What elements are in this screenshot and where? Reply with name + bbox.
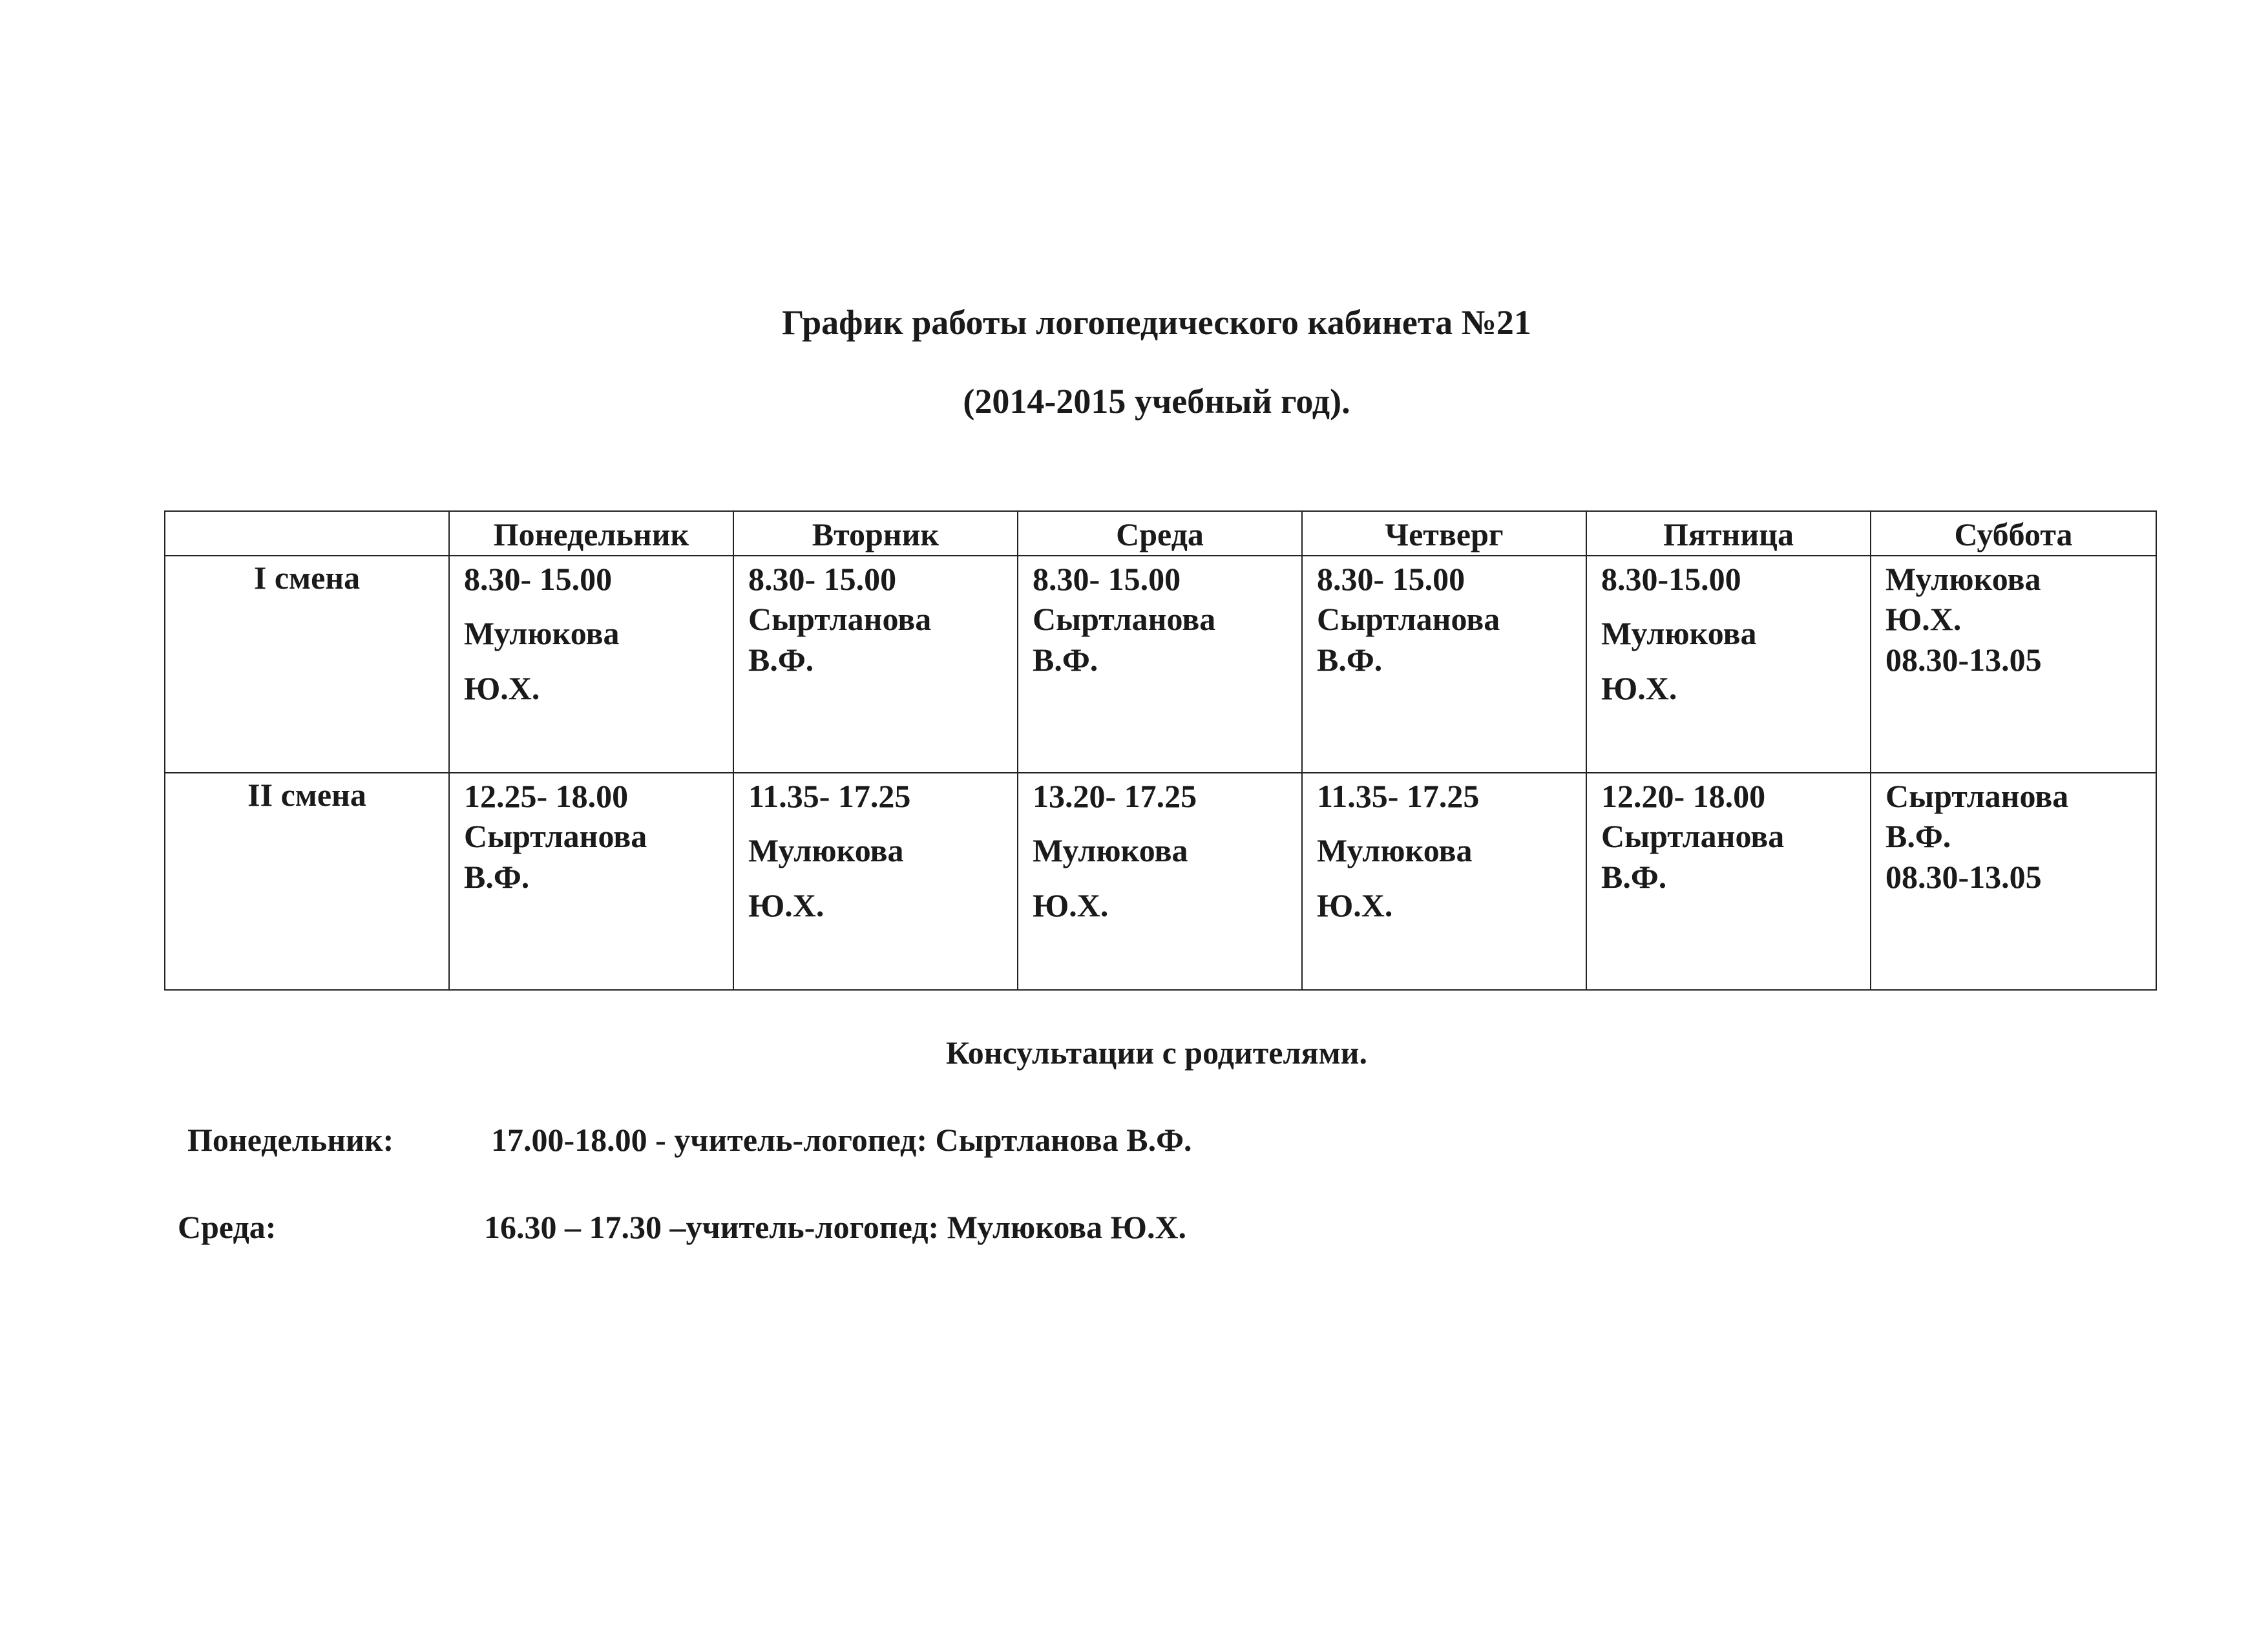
header-cell-corner: [165, 511, 449, 556]
cell-teacher-initials: В.Ф.: [1033, 641, 1098, 678]
cell-teacher-surname: Сыртланова: [1885, 777, 2069, 814]
cell-time: 13.20- 17.25: [1033, 777, 1197, 814]
schedule-cell-wednesday: [1018, 556, 1302, 773]
schedule-cell-wednesday: [1018, 773, 1302, 990]
cell-teacher-initials: Ю.Х.: [1885, 601, 1962, 637]
table-row: [165, 556, 2156, 773]
consultation-day: Среда:: [178, 1209, 277, 1245]
cell-teacher-initials: В.Ф.: [1601, 858, 1667, 895]
cell-time: 08.30-13.05: [1885, 858, 2042, 895]
header-cell-saturday: Суббота: [1871, 511, 2156, 556]
cell-time: 11.35- 17.25: [748, 777, 911, 814]
schedule-cell-friday: [1586, 556, 1871, 773]
schedule-cell-monday: [449, 556, 733, 773]
cell-teacher-surname: Мулюкова: [748, 832, 904, 868]
cell-time: 8.30- 15.00: [1033, 560, 1181, 597]
cell-teacher-surname: Сыртланова: [1601, 818, 1785, 854]
cell-teacher-initials: В.Ф.: [464, 858, 530, 895]
page-title: График работы логопедического кабинета №21: [782, 303, 1531, 342]
shift-label: I смена: [165, 556, 449, 773]
shift-label: II смена: [165, 773, 449, 990]
schedule-cell-tuesday: [733, 773, 1018, 990]
header-cell-monday: Понедельник: [449, 511, 733, 556]
cell-time: 8.30- 15.00: [748, 560, 897, 597]
schedule-cell-thursday: [1302, 556, 1586, 773]
consultation-detail: 17.00-18.00 - учитель-логопед: Сыртланова В.Ф.: [491, 1122, 1192, 1158]
header-cell-friday: Пятница: [1586, 511, 1871, 556]
cell-time: 8.30- 15.00: [1317, 560, 1465, 597]
cell-teacher-surname: Мулюкова: [1885, 560, 2041, 597]
cell-time: 8.30-15.00: [1601, 560, 1741, 597]
cell-time: 08.30-13.05: [1885, 641, 2042, 678]
cell-teacher-initials: В.Ф.: [1885, 818, 1951, 854]
header-cell-wednesday: Среда: [1018, 511, 1302, 556]
schedule-cell-tuesday: [733, 556, 1018, 773]
cell-teacher-surname: Мулюкова: [1601, 615, 1757, 651]
consultations-title: Консультации с родителями.: [946, 1035, 1367, 1071]
cell-time: 12.20- 18.00: [1601, 777, 1766, 814]
cell-teacher-initials: В.Ф.: [748, 641, 814, 678]
cell-teacher-initials: В.Ф.: [1317, 641, 1383, 678]
table-row: [165, 773, 2156, 990]
consultation-detail: 16.30 – 17.30 –учитель-логопед: Мулюкова Ю.Х.: [484, 1209, 1187, 1245]
cell-teacher-initials: Ю.Х.: [1033, 887, 1109, 923]
schedule-cell-saturday: [1871, 773, 2156, 990]
cell-teacher-surname: Мулюкова: [1317, 832, 1473, 868]
schedule-table: [164, 510, 2157, 991]
header-cell-thursday: Четверг: [1302, 511, 1586, 556]
schedule-cell-monday: [449, 773, 733, 990]
cell-teacher-surname: Сыртланова: [1033, 601, 1216, 637]
cell-time: 8.30- 15.00: [464, 560, 613, 597]
cell-time: 11.35- 17.25: [1317, 777, 1480, 814]
cell-teacher-surname: Сыртланова: [464, 818, 647, 854]
header-row: [165, 511, 2156, 556]
cell-teacher-surname: Сыртланова: [748, 601, 932, 637]
schedule-cell-saturday: [1871, 556, 2156, 773]
consultation-day: Понедельник:: [187, 1122, 394, 1158]
cell-time: 12.25- 18.00: [464, 777, 629, 814]
cell-teacher-initials: Ю.Х.: [1601, 669, 1677, 706]
cell-teacher-initials: Ю.Х.: [748, 887, 824, 923]
schedule-cell-friday: [1586, 773, 1871, 990]
cell-teacher-initials: Ю.Х.: [464, 669, 540, 706]
page-subtitle: (2014-2015 учебный год).: [963, 382, 1350, 421]
cell-teacher-surname: Сыртланова: [1317, 601, 1500, 637]
cell-teacher-initials: Ю.Х.: [1317, 887, 1393, 923]
header-cell-tuesday: Вторник: [733, 511, 1018, 556]
schedule-cell-thursday: [1302, 773, 1586, 990]
cell-teacher-surname: Мулюкова: [1033, 832, 1188, 868]
cell-teacher-surname: Мулюкова: [464, 615, 620, 651]
